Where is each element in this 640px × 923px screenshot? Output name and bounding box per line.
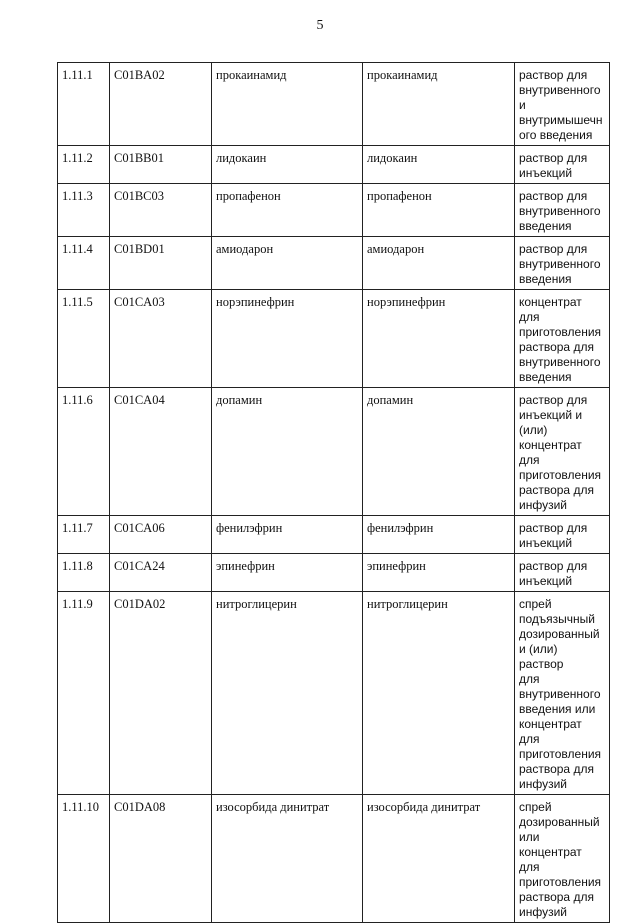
item-number-cell: 1.11.6: [58, 388, 110, 516]
drug-name-cell: норэпинефрин: [363, 290, 515, 388]
atc-code-cell: C01BC03: [110, 184, 212, 237]
drug-name-cell: прокаинамид: [363, 63, 515, 146]
item-number-cell: 1.11.4: [58, 237, 110, 290]
inn-cell: эпинефрин: [212, 554, 363, 592]
inn-cell: прокаинамид: [212, 63, 363, 146]
table-row: [58, 184, 610, 237]
table-body: [58, 63, 610, 923]
dosage-form-cell: концентрат для приготовления раствора для внутривенного введения: [515, 290, 610, 388]
drug-name-cell: изосорбида динитрат: [363, 795, 515, 923]
inn-cell: лидокаин: [212, 146, 363, 184]
dosage-form-cell: раствор для внутривенного и внутримышечн ого введения: [515, 63, 610, 146]
page-number: 5: [316, 18, 324, 33]
drug-name-cell: лидокаин: [363, 146, 515, 184]
atc-code-cell: C01BB01: [110, 146, 212, 184]
table-row: [58, 516, 610, 554]
item-number-cell: 1.11.3: [58, 184, 110, 237]
atc-code-cell: C01BD01: [110, 237, 212, 290]
inn-cell: изосорбида динитрат: [212, 795, 363, 923]
atc-code-cell: C01BA02: [110, 63, 212, 146]
item-number-cell: 1.11.10: [58, 795, 110, 923]
drug-table: [57, 62, 610, 923]
table-row: [58, 290, 610, 388]
atc-code-cell: C01CA24: [110, 554, 212, 592]
inn-cell: фенилэфрин: [212, 516, 363, 554]
table-row: [58, 237, 610, 290]
item-number-cell: 1.11.7: [58, 516, 110, 554]
dosage-form-cell: раствор для внутривенного введения: [515, 237, 610, 290]
table-row: [58, 592, 610, 795]
atc-code-cell: C01CA04: [110, 388, 212, 516]
drug-name-cell: фенилэфрин: [363, 516, 515, 554]
drug-name-cell: нитроглицерин: [363, 592, 515, 795]
dosage-form-cell: раствор для инъекций: [515, 554, 610, 592]
item-number-cell: 1.11.2: [58, 146, 110, 184]
dosage-form-cell: спрей дозированный или концентрат для приготовления раствора для инфузий: [515, 795, 610, 923]
inn-cell: нитроглицерин: [212, 592, 363, 795]
dosage-form-cell: раствор для инъекций: [515, 146, 610, 184]
table-row: [58, 554, 610, 592]
drug-name-cell: допамин: [363, 388, 515, 516]
drug-name-cell: амиодарон: [363, 237, 515, 290]
inn-cell: пропафенон: [212, 184, 363, 237]
dosage-form-cell: раствор для внутривенного введения: [515, 184, 610, 237]
atc-code-cell: C01CA03: [110, 290, 212, 388]
table-row: [58, 388, 610, 516]
item-number-cell: 1.11.8: [58, 554, 110, 592]
inn-cell: норэпинефрин: [212, 290, 363, 388]
dosage-form-cell: раствор для инъекций и (или) концентрат для приготовления раствора для инфузий: [515, 388, 610, 516]
table-row: [58, 146, 610, 184]
drug-name-cell: эпинефрин: [363, 554, 515, 592]
inn-cell: допамин: [212, 388, 363, 516]
drug-name-cell: пропафенон: [363, 184, 515, 237]
item-number-cell: 1.11.5: [58, 290, 110, 388]
dosage-form-cell: спрей подъязычный дозированный и (или) раствор для внутривенного введения или концентрат для приготовления раствора для инфузий: [515, 592, 610, 795]
table-row: [58, 795, 610, 923]
inn-cell: амиодарон: [212, 237, 363, 290]
atc-code-cell: C01DA08: [110, 795, 212, 923]
item-number-cell: 1.11.1: [58, 63, 110, 146]
dosage-form-cell: раствор для инъекций: [515, 516, 610, 554]
atc-code-cell: C01DA02: [110, 592, 212, 795]
atc-code-cell: C01CA06: [110, 516, 212, 554]
item-number-cell: 1.11.9: [58, 592, 110, 795]
table-row: [58, 63, 610, 146]
